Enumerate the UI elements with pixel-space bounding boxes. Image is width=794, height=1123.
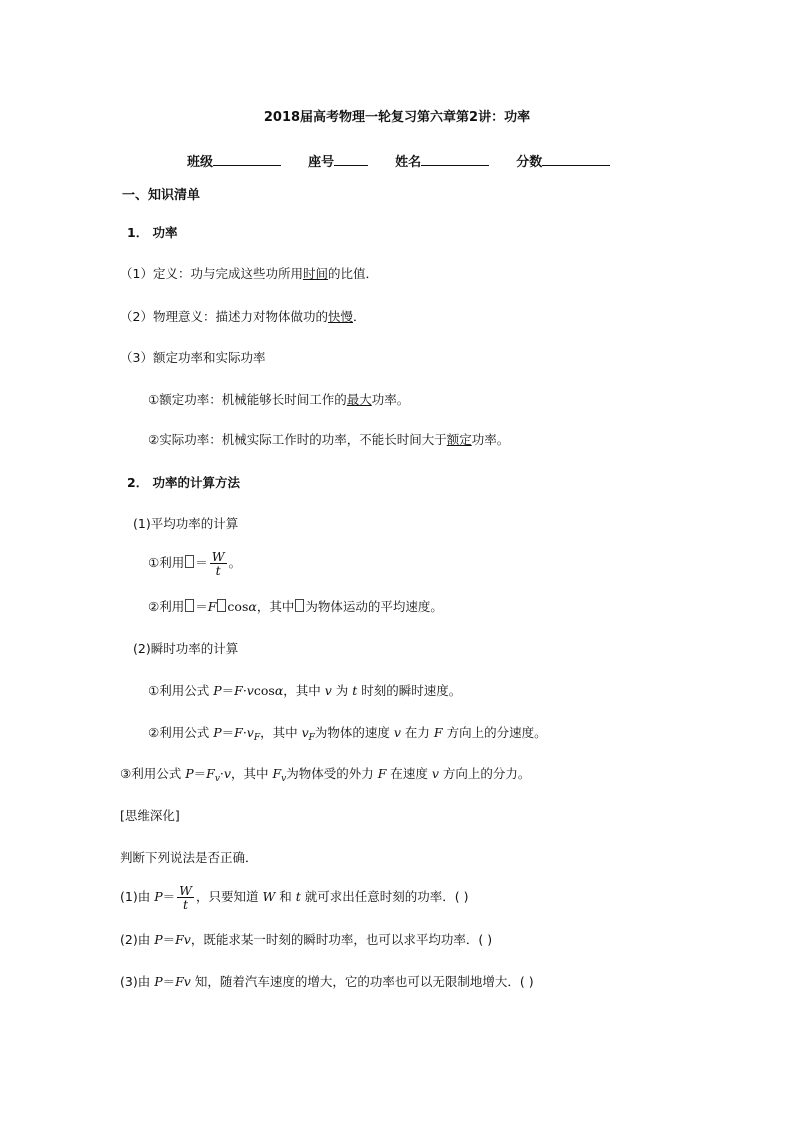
name-label: 姓名 <box>395 155 422 170</box>
avg-formula-1: ①利用 ＝ $\frac{W}{t}$ 。 <box>148 549 242 578</box>
overline-p-placeholder <box>185 555 194 568</box>
rated-power-line: ①额定功率：机械能够长时间工作的最大功率。 <box>148 392 410 407</box>
keyword-time: 时间 <box>302 266 328 281</box>
item2-heading: 2． 功率的计算方法 <box>127 475 241 490</box>
avg-power-heading: (1)平均功率的计算 <box>133 516 239 531</box>
question-1: (1)由 P＝ $\frac{W}{t}$ ，只要知道 W 和 t 就可求出任意时刻的功率．( ) <box>120 883 469 912</box>
name-field[interactable] <box>421 152 489 166</box>
meaning-line: （2）物理意义：描述力对物体做功的快慢． <box>120 309 366 324</box>
fraction-w-over-t-q1: $\frac{W}{t}$ <box>179 883 192 912</box>
seat-label: 座号 <box>308 155 335 170</box>
page-title: 2018届高考物理一轮复习第六章第2讲：功率 <box>263 110 531 125</box>
keyword-speed: 快慢 <box>327 309 353 324</box>
inst-formula-2: ②利用公式 $P=F\cdot v_F$，其中 $v_F$为物体的速度 v 在力 F 方向上的分速度。 <box>148 725 547 743</box>
overline-p-placeholder-2 <box>185 599 194 612</box>
inst-formula-1: ①利用公式 P＝F·vcosα，其中 v 为 t 时刻的瞬时速度。 <box>148 683 462 698</box>
keyword-max: 最大 <box>346 392 372 407</box>
keyword-rated: 额定 <box>446 432 472 447</box>
score-label: 分数 <box>516 155 543 170</box>
class-field[interactable] <box>213 152 281 166</box>
inst-power-heading: (2)瞬时功率的计算 <box>133 641 239 656</box>
overline-v-placeholder-2 <box>295 599 304 612</box>
question-2: (2)由 P＝Fv，既能求某一时刻的瞬时功率，也可以求平均功率．( ) <box>120 932 493 947</box>
rated-heading: （3）额定功率和实际功率 <box>120 350 266 365</box>
item1-heading: 1． 功率 <box>127 225 178 240</box>
inst-formula-3: ③利用公式 $P=F_v\cdot v$，其中 $F_v$为物体受的外力 F 在速度 v 方向上的分力。 <box>120 766 531 784</box>
student-info-line <box>187 152 610 171</box>
seat-field[interactable] <box>334 152 368 166</box>
score-field[interactable] <box>542 152 610 166</box>
deepen-prompt: 判断下列说法是否正确． <box>120 850 258 865</box>
class-label: 班级 <box>187 155 214 170</box>
deepen-heading: [思维深化] <box>120 808 180 823</box>
overline-v-placeholder <box>217 599 226 612</box>
question-3: (3)由 P＝Fv 知，随着汽车速度的增大，它的功率也可以无限制地增大．( ) <box>120 974 534 989</box>
actual-power-line: ②实际功率：机械实际工作时的功率，不能长时间大于额定功率。 <box>148 432 510 447</box>
section-heading: 一、知识清单 <box>122 188 201 203</box>
fraction-w-over-t: $\frac{W}{t}$ <box>211 549 225 578</box>
avg-formula-2: ②利用 ＝F cosα，其中 为物体运动的平均速度。 <box>148 599 443 614</box>
definition-line: （1）定义：功与完成这些功所用时间的比值． <box>120 266 378 281</box>
